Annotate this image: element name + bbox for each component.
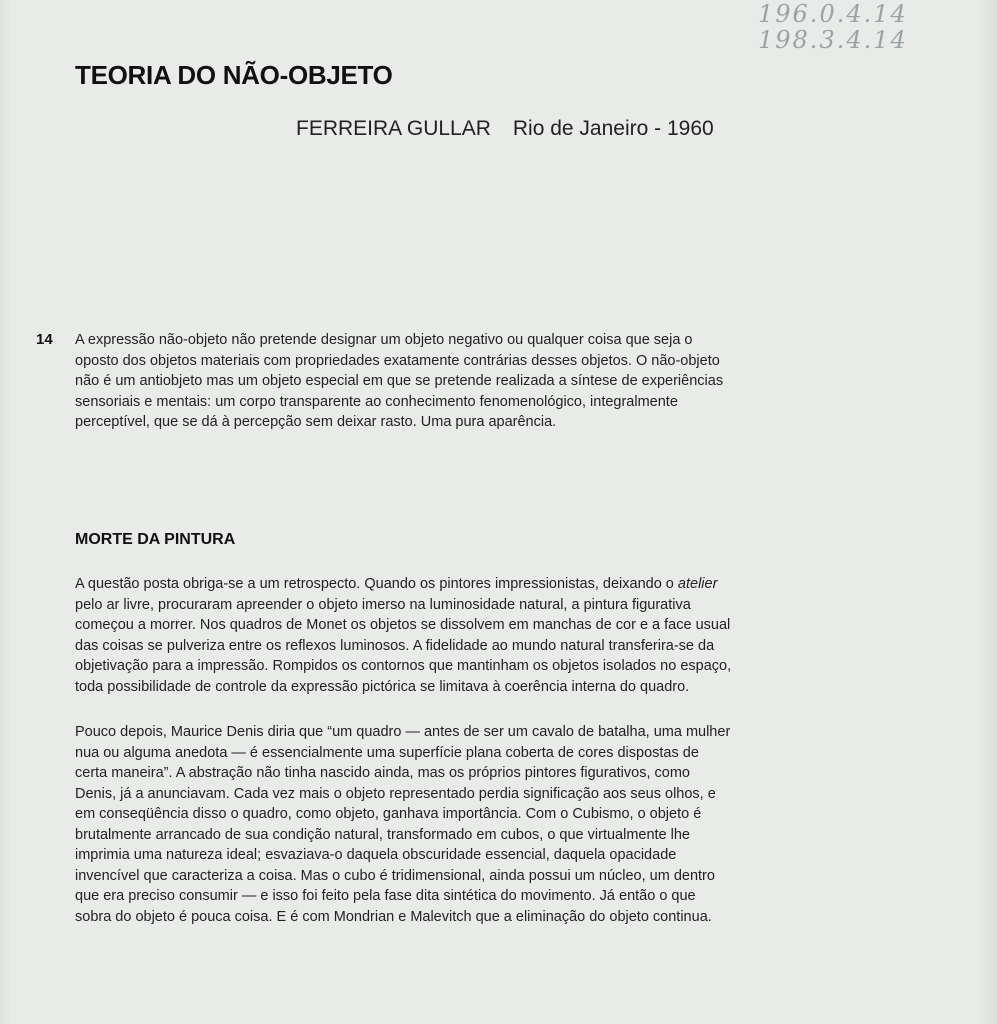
body-paragraph-1 — [75, 574, 735, 697]
paragraph-text: pelo ar livre, procuraram apreender o objeto imerso na luminosidade natural, a pintura figurativa começou a morrer. Nos quadros de Monet os objetos se dissolvem em manchas de cor e a face usual das coisas se pulveriza entre os reflexos luminosos. A fidelidade ao mundo natural transferira-se da objetivação para a impressão. Rompidos os contornos que mantinham os objetos isolados no espaço, toda possibilidade de controle da expressão pictórica se limitava à coerência interna do quadro. — [75, 596, 732, 695]
intro-paragraph: A expressão não-objeto não pretende designar um objeto negativo ou qualquer coisa que seja o oposto dos objetos materiais com propriedades exatamente contrárias desses objetos. O não-objeto não é um antiobjeto mas um objeto especial em que se pretende realizada a síntese de experiências sensoriais e mentais: um corpo transparente ao conhecimento fenomenológico, integralmente perceptível, que se dá à percepção sem deixar rasto. Uma pura aparência. — [75, 332, 724, 430]
paragraph-text: A questão posta obriga-se a um retrospecto. Quando os pintores impressionistas, deixando o — [75, 576, 678, 592]
handwritten-annotation-2: 198.3.4.14 — [758, 26, 908, 54]
byline — [296, 117, 714, 141]
handwritten-annotation-1: 196.0.4.14 — [758, 0, 908, 28]
page-title: TEORIA DO NÃO-OBJETO — [75, 60, 393, 90]
page-number: 14 — [36, 331, 53, 348]
section-heading: MORTE DA PINTURA — [75, 531, 236, 548]
author-name: FERREIRA GULLAR — [296, 117, 491, 140]
place-year: Rio de Janeiro - 1960 — [512, 117, 714, 140]
body-paragraph-2: Pouco depois, Maurice Denis diria que “um quadro — antes de ser um cavalo de batalha, uma mulher nua ou alguma anedota — é essencialmente uma superfície plana coberta de cores dispostas de certa maneira”. A abstração não tinha nascido ainda, mas os próprios pintores figurativos, como Denis, já a anunciavam. Cada vez mais o objeto representado perdia significação aos seus olhos, e em conseqüência disso o quadro, como objeto, ganhava importância. Com o Cubismo, o objeto é brutalmente arrancado de sua condição natural, transformado em cubos, o que virtualmente lhe imprimia uma natureza ideal; esvaziava-o daquela obscuridade essencial, daquela opacidade invencível que caracteriza a coisa. Mas o cubo é tridimensional, ainda possui um núcleo, um dentro que era preciso consumir — e isso foi feito pela fase dita sintética do movimento. Já então o que sobra do objeto é pouca coisa. E é com Mondrian e Malevitch que a eliminação do objeto continua. — [75, 724, 731, 925]
italic-term: atelier — [677, 576, 718, 592]
